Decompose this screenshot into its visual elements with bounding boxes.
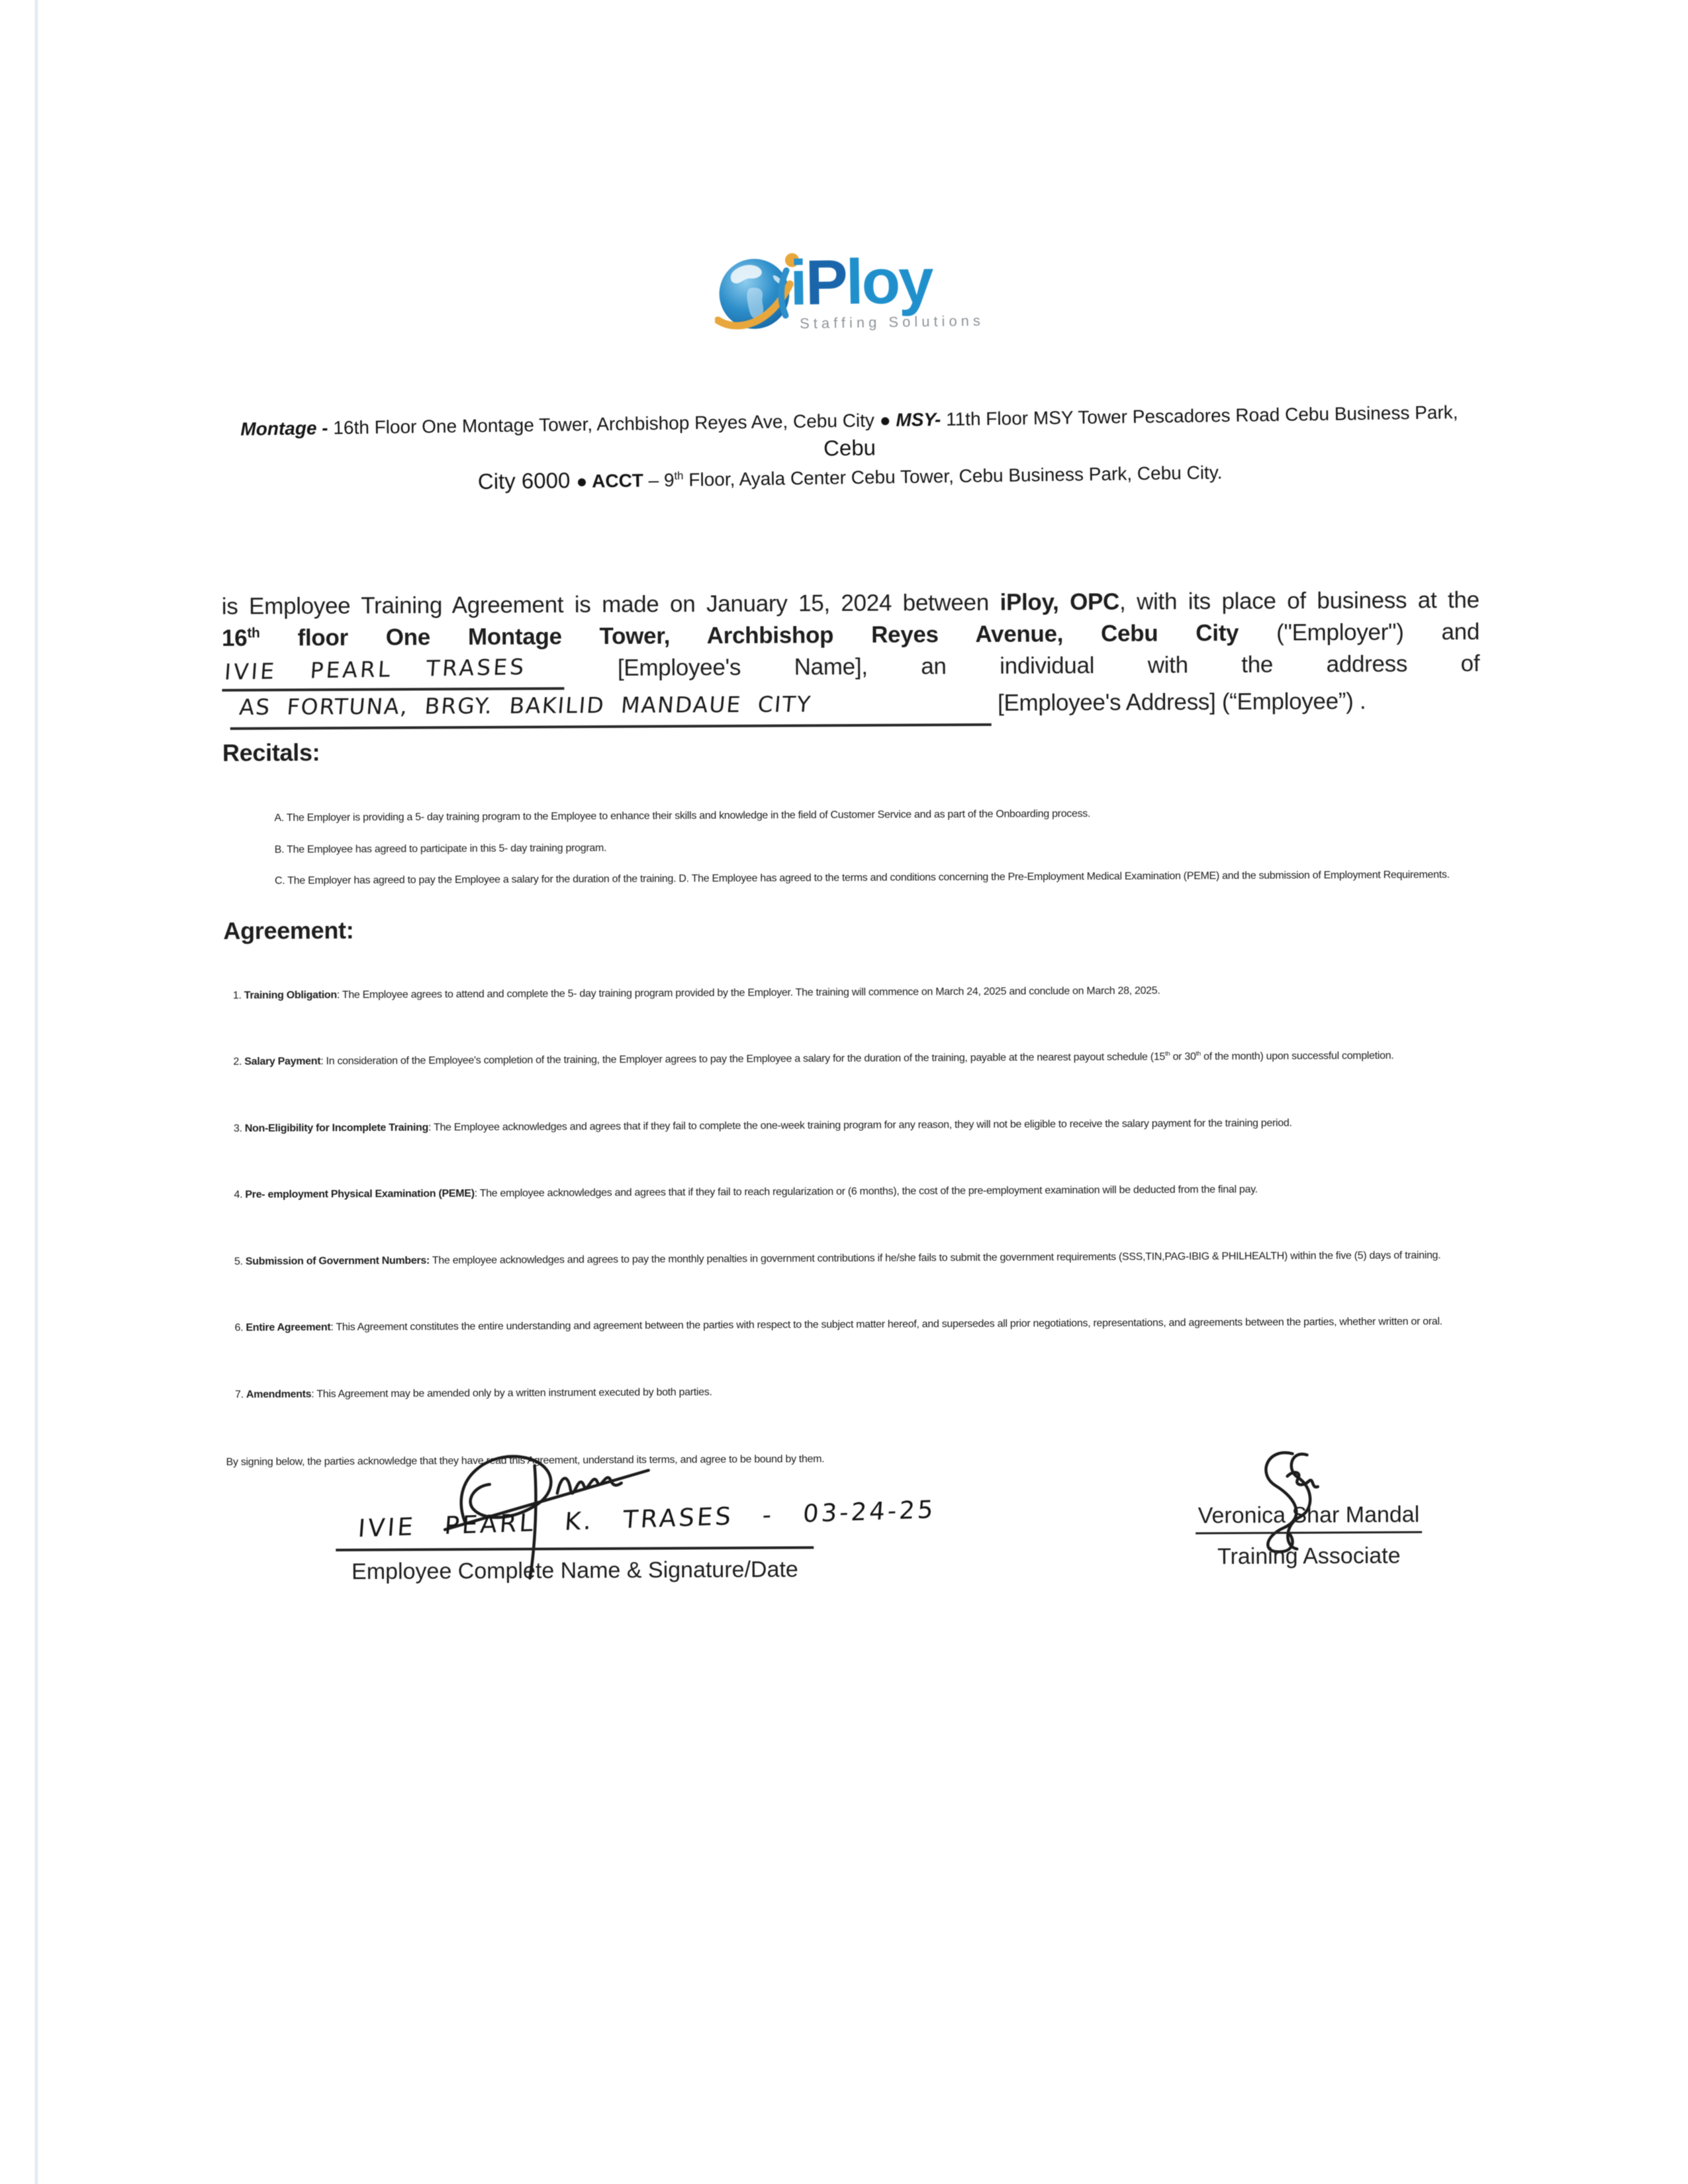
recital-text: The Employer is providing a 5- day training program to the Employee to enhance their skills and knowledge in the field of Customer Service and as part of the Onboarding process. — [286, 808, 1091, 824]
brand-letter-i: i — [788, 248, 806, 319]
agreement-list — [233, 974, 1479, 1410]
recitals-heading: Recitals: — [222, 739, 320, 766]
signature-section — [226, 1475, 1485, 1680]
recital-item-c — [275, 859, 1466, 897]
item-body: : In consideration of the Employee's completion of the training, the Employer agrees to pay the Employee a salary for the duration of the training, payable at the nearest payout schedule (15th or 30th of the month) upon successful completion. — [320, 1050, 1394, 1068]
intro-paragraph — [222, 584, 1480, 730]
recital-marker: A. — [274, 812, 285, 824]
brand-text — [789, 245, 984, 332]
office-address-line-1: Montage - 16th Floor One Montage Tower, Archbishop Reyes Ave, Cebu City ● MSY- 11th Floor MSY Tower Pescadores Road Cebu Business Park, Cebu — [240, 402, 1464, 461]
recital-text: The Employee has agreed to participate in this 5- day training program. — [287, 842, 607, 855]
agreement-heading: Agreement: — [223, 916, 354, 944]
brand-tagline: Staffing Solutions — [799, 312, 984, 332]
employee-name-placeholder-text: [Employee's Name], an individual with the address of — [617, 651, 1480, 681]
item-number: 6. — [234, 1322, 244, 1334]
employee-name-handwriting: IVIE PEARL TRASES — [223, 653, 528, 685]
agreement-item-3 — [234, 1107, 1478, 1144]
employee-signature-label: Employee Complete Name & Signature/Date — [351, 1557, 798, 1584]
item-title: Amendments — [246, 1388, 312, 1400]
employee-address-placeholder-text: [Employee's Address] (“Employee”) . — [997, 688, 1366, 716]
company-logo — [220, 244, 1478, 336]
item-body: : This Agreement may be amended only by a written instrument executed by both parties. — [311, 1386, 712, 1400]
item-body: : The Employee acknowledges and agrees that if they fail to complete the one-week training program for any reason, they will not be eligible to receive the salary payment for the training period. — [428, 1117, 1292, 1133]
agreement-item-2 — [233, 1040, 1477, 1077]
item-title: Non-Eligibility for Incomplete Training — [244, 1121, 429, 1134]
item-title: Training Obligation — [244, 989, 337, 1001]
office-address-line-2: City 6000 ● ACCT – 9th Floor, Ayala Center Cebu Tower, Cebu Business Park, Cebu City. — [477, 462, 1223, 494]
item-title: Submission of Government Numbers: — [245, 1254, 430, 1267]
office-address — [220, 398, 1479, 500]
item-number: 7. — [234, 1388, 244, 1400]
agreement-item-1 — [233, 974, 1477, 1011]
scan-edge-artifact — [34, 0, 38, 2184]
item-number: 4. — [234, 1189, 243, 1201]
agreement-item-4 — [234, 1173, 1478, 1210]
item-title: Entire Agreement — [246, 1322, 331, 1334]
item-body: The employee acknowledges and agrees to pay the monthly penalties in government contributions if he/she fails to submit the government requirements (SSS,TIN,PAG-IBIG & PHILHEALTH) within the five (5) days of training. — [429, 1249, 1441, 1266]
item-title: Salary Payment — [244, 1056, 321, 1068]
employee-address-blank — [230, 688, 991, 730]
globe-icon — [714, 249, 800, 335]
employee-handwritten-name: IVIE PEARL K. TRASES — [357, 1502, 735, 1543]
item-title: Pre- employment Physical Examination (PEME) — [245, 1188, 475, 1201]
trainer-name-text: Veronica Shar Mandal — [1196, 1502, 1423, 1535]
intro-line-1: is Employee Training Agreement is made on January 15, 2024 between iPloy, OPC, with its place of business at the — [221, 587, 1479, 619]
intro-line-4 — [222, 685, 1479, 730]
agreement-item-6 — [234, 1306, 1479, 1343]
intro-line-2: 16th floor One Montage Tower, Archbishop Reyes Avenue, Cebu City ("Employer") and — [221, 619, 1480, 651]
recital-text: The Employer has agreed to pay the Employee a salary for the duration of the training. D. The Employee has agreed to the terms and conditions concerning the Pre-Employment Medical Examination (PEME) and the submission of Employment Requirements. — [287, 869, 1450, 887]
recital-marker: C. — [274, 875, 285, 887]
employee-name-blank — [222, 653, 564, 692]
agreement-item-5 — [234, 1240, 1479, 1277]
trainer-title: Training Associate — [1217, 1543, 1401, 1570]
item-number: 2. — [233, 1056, 242, 1068]
item-body: : The employee acknowledges and agrees that if they fail to reach regularization or (6 months), the cost of the pre-employment examination will be deducted from the final pay. — [474, 1183, 1258, 1199]
intro-line-3 — [222, 648, 1479, 692]
recitals-list — [274, 796, 1466, 897]
brand-letter-p: P — [804, 247, 847, 319]
employee-handwritten-date: - 03-24-25 — [761, 1495, 937, 1529]
item-body: : The Employee agrees to attend and complete the 5- day training program provided by the Employer. The training will commence on March 24, 2025 and conclude on March 28, 2025. — [336, 985, 1160, 1001]
brand-letters-loy: loy — [845, 246, 932, 318]
item-number: 5. — [234, 1255, 243, 1267]
agreement-item-7 — [235, 1373, 1479, 1410]
trainer-name — [1163, 1502, 1454, 1529]
closing-paragraph: By signing below, the parties acknowledge that they have read this Agreement, understand its terms, and agree to be bound by them. — [226, 1453, 825, 1468]
item-number: 1. — [232, 989, 242, 1001]
employee-address-handwriting: AS FORTUNA, BRGY. BAKILID MANDAUE CITY — [238, 691, 813, 720]
item-body: : This Agreement constitutes the entire understanding and agreement between the parties with respect to the subject matter hereof, and supersedes all prior negotiations, representations, and agreements between the parties, whether written or oral. — [330, 1316, 1442, 1334]
item-number: 3. — [233, 1122, 242, 1134]
recital-marker: B. — [274, 843, 285, 856]
document-content — [218, 0, 1485, 1680]
